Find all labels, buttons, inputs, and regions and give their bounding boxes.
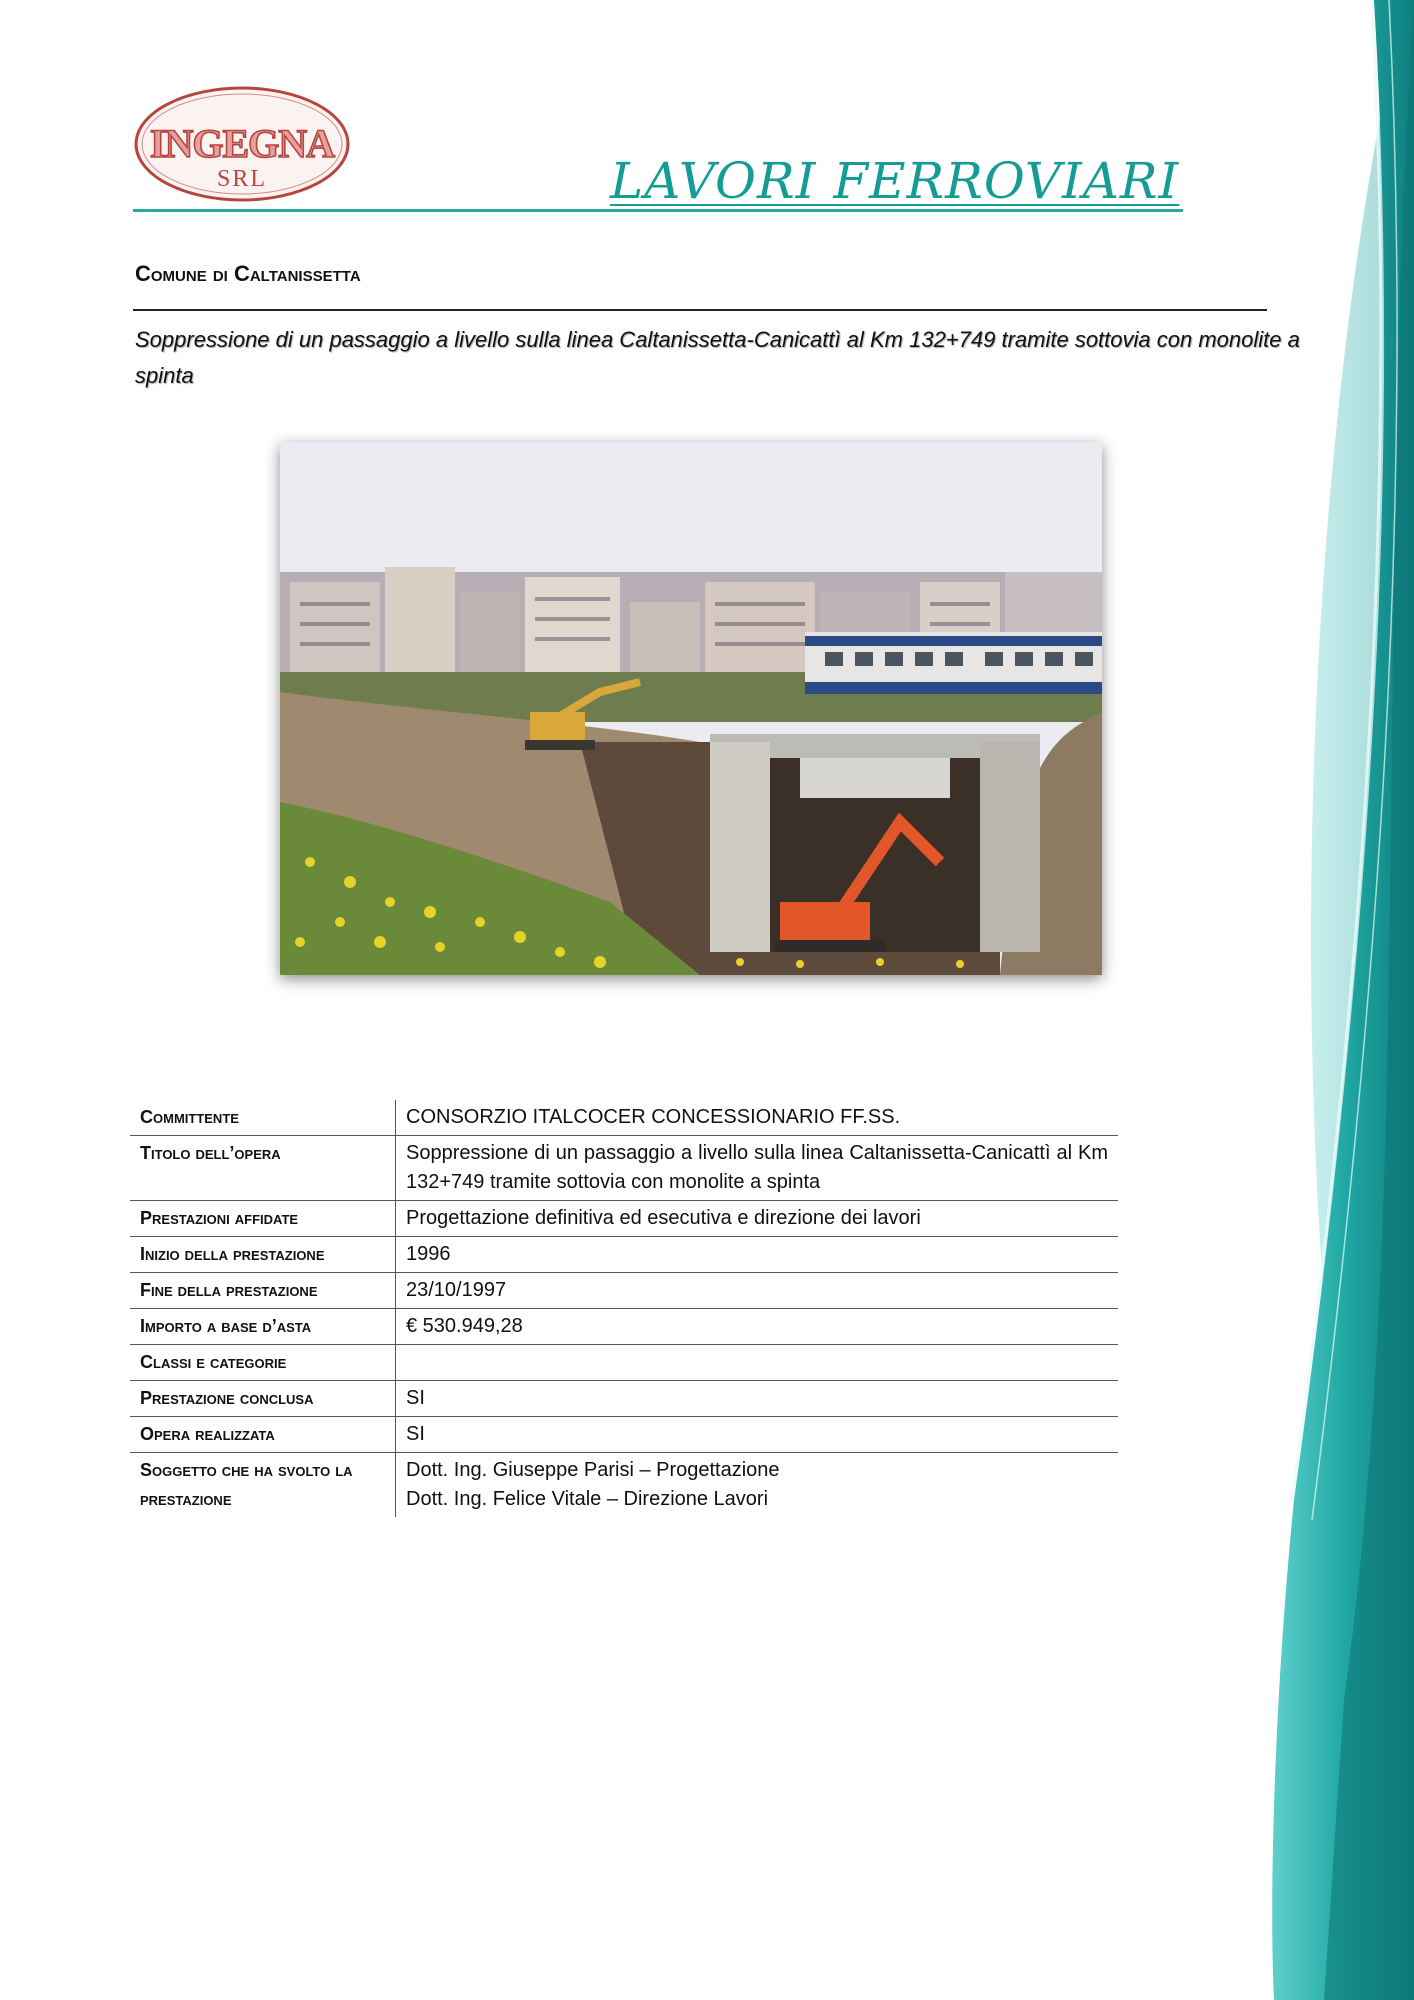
table-row [130,1309,1118,1345]
row-label: Prestazione conclusa [130,1381,396,1417]
project-description: Soppressione di un passaggio a livello sulla linea Caltanissetta-Canicattì al Km 132+749 tramite sottovia con monolite a spinta [135,327,1300,388]
row-label: Titolo dell’opera [130,1136,396,1201]
page-title: LAVORI FERROVIARI [610,152,1180,210]
table-row [130,1453,1118,1518]
row-value: 1996 [396,1237,1119,1273]
row-label: Prestazioni affidate [130,1201,396,1237]
table-row [130,1273,1118,1309]
row-label: Inizio della prestazione [130,1237,396,1273]
row-value: SI [396,1381,1119,1417]
decorative-wave [1254,0,1414,2000]
row-label: Fine della prestazione [130,1273,396,1309]
row-value: Dott. Ing. Giuseppe Parisi – Progettazione Dott. Ing. Felice Vitale – Direzione Lavori [406,1459,780,1510]
table-row [130,1345,1118,1381]
logo-name: INGEGNA [149,121,335,166]
row-value [396,1345,1119,1381]
table-row [130,1237,1118,1273]
row-value: Progettazione definitiva ed esecutiva e direzione dei lavori [396,1201,1119,1237]
row-value: Soppressione di un passaggio a livello sulla linea Caltanissetta-Canicattì al Km 132+749 tramite sottovia con monolite a spinta [396,1136,1119,1201]
row-label: Classi e categorie [130,1345,396,1381]
table-row [130,1136,1118,1201]
logo-suffix: SRL [216,166,267,192]
table-row [130,1100,1118,1136]
table-row [130,1417,1118,1453]
company-logo [132,84,352,204]
table-row [130,1201,1118,1237]
row-value: CONSORZIO ITALCOCER CONCESSIONARIO FF.SS. [396,1100,1119,1136]
row-label: Committente [130,1100,396,1136]
location-heading: Comune di Caltanissetta [135,261,361,286]
divider [133,309,1267,311]
project-details-table [130,1100,1118,1517]
row-value: 23/10/1997 [396,1273,1119,1309]
row-label: Importo a base d’asta [130,1309,396,1345]
row-label: Opera realizzata [130,1417,396,1453]
row-value: SI [396,1417,1119,1453]
row-value: € 530.949,28 [396,1309,1119,1345]
construction-photo [280,442,1102,975]
row-label: Soggetto che ha svolto la prestazione [130,1453,396,1518]
table-row [130,1381,1118,1417]
